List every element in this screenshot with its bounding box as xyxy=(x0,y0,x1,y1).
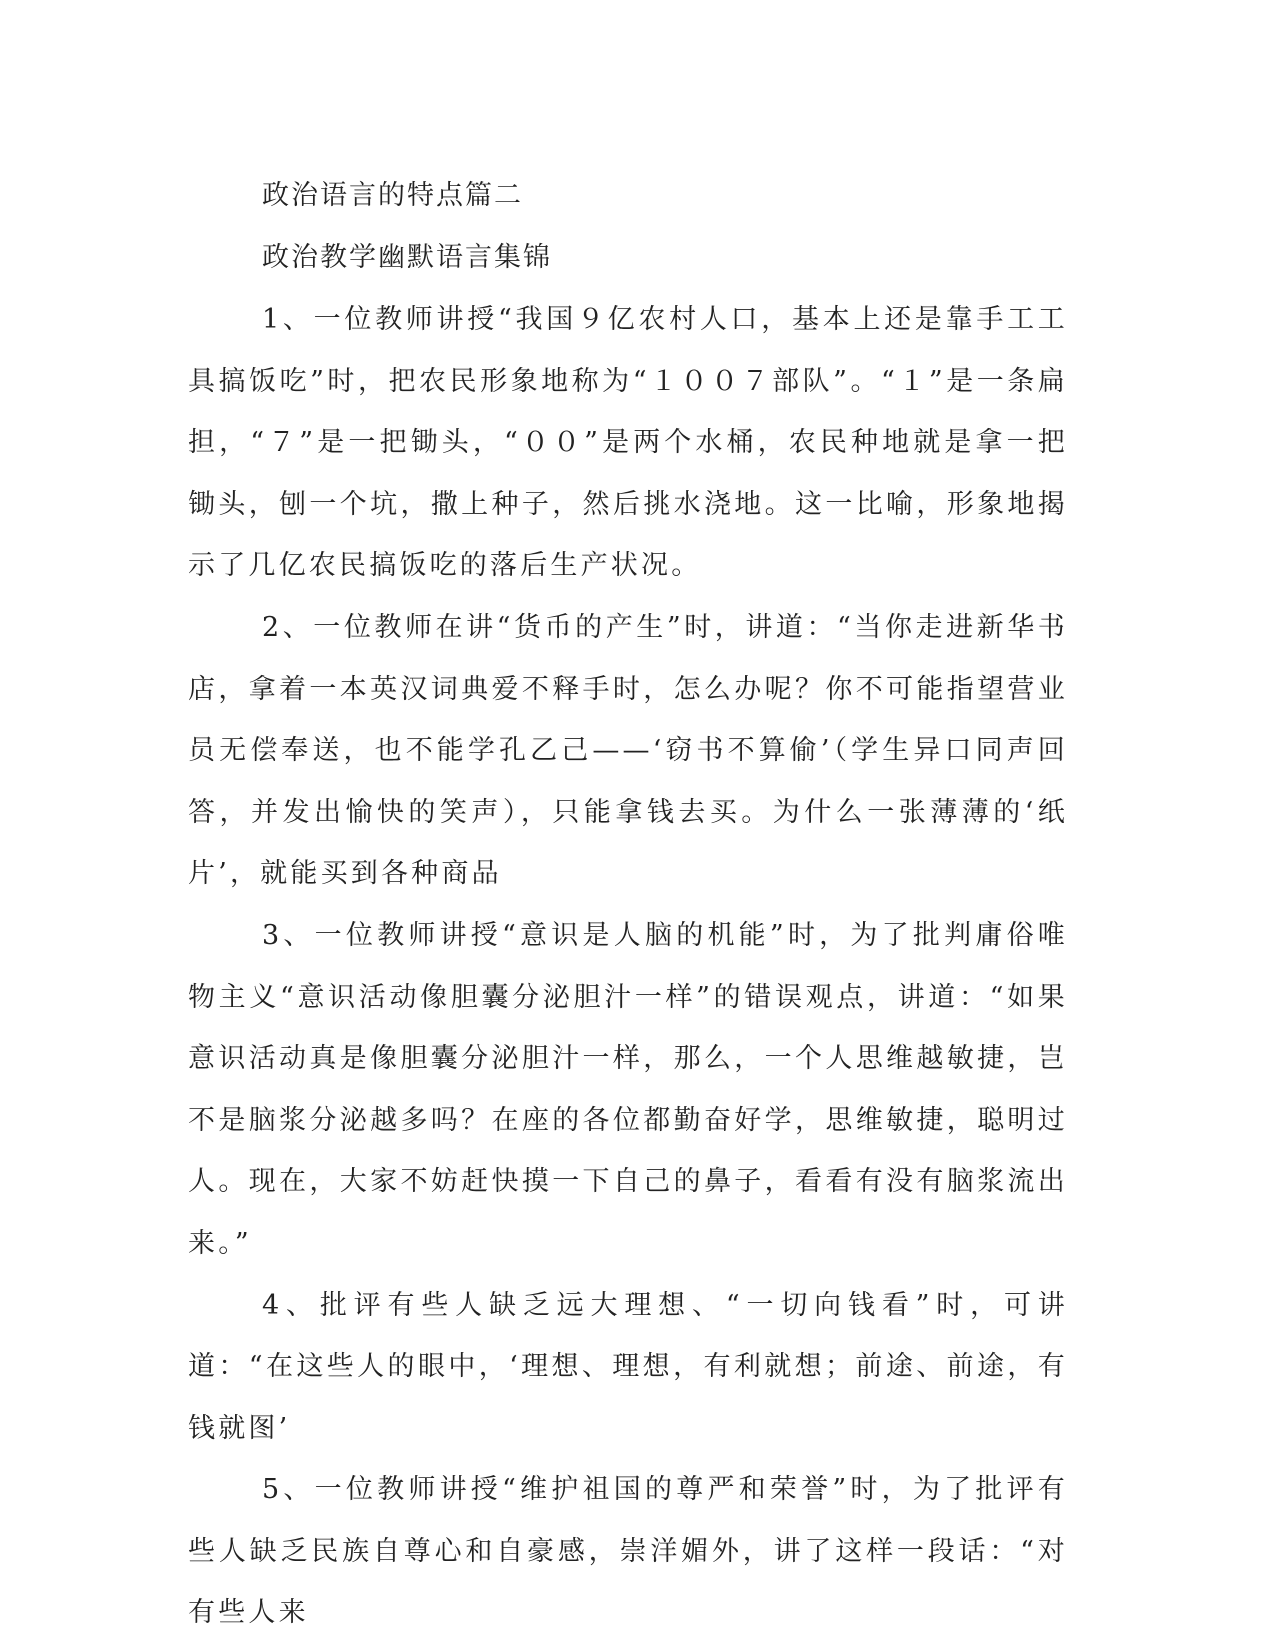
document-body xyxy=(188,165,1068,1644)
document-subtitle: 政治教学幽默语言集锦 xyxy=(262,242,552,273)
paragraph-5: 5、一位教师讲授“维护祖国的尊严和荣誉”时，为了批评有些人缺乏民族自尊心和自豪感，崇洋媚外，讲了这样一段话：“对有些人来 xyxy=(188,1474,1068,1629)
paragraph-1: 1、一位教师讲授“我国９亿农村人口，基本上还是靠手工工具搞饭吃”时，把农民形象地称为“１００７部队”。“１”是一条扁担，“７”是一把锄头，“００”是两个水桶，农民种地就是拿一把锄头，刨一个坑，撒上种子，然后挑水浇地。这一比喻，形象地揭示了几亿农民搞饭吃的落后生产状况。 xyxy=(188,304,1068,582)
paragraph-4: 4、批评有些人缺乏远大理想、“一切向钱看”时，可讲道：“在这些人的眼中，‘理想、理想，有利就想；前途、前途，有钱就图’ xyxy=(188,1289,1068,1444)
paragraph-3: 3、一位教师讲授“意识是人脑的机能”时，为了批判庸俗唯物主义“意识活动像胆囊分泌胆汁一样”的错误观点，讲道：“如果意识活动真是像胆囊分泌胆汁一样，那么，一个人思维越敏捷，岂不是脑浆分泌越多吗？在座的各位都勤奋好学，思维敏捷，聪明过人。现在，大家不妨赶快摸一下自己的鼻子，看看有没有脑浆流出来。” xyxy=(188,919,1068,1259)
document-title: 政治语言的特点篇二 xyxy=(262,180,523,211)
paragraph-2: 2、一位教师在讲“货币的产生”时，讲道：“当你走进新华书店，拿着一本英汉词典爱不释手时，怎么办呢？你不可能指望营业员无偿奉送，也不能学孔乙己——‘窃书不算偷’（学生异口同声回答，并发出愉快的笑声），只能拿钱去买。为什么一张薄薄的‘纸片’，就能买到各种商品 xyxy=(188,611,1068,890)
